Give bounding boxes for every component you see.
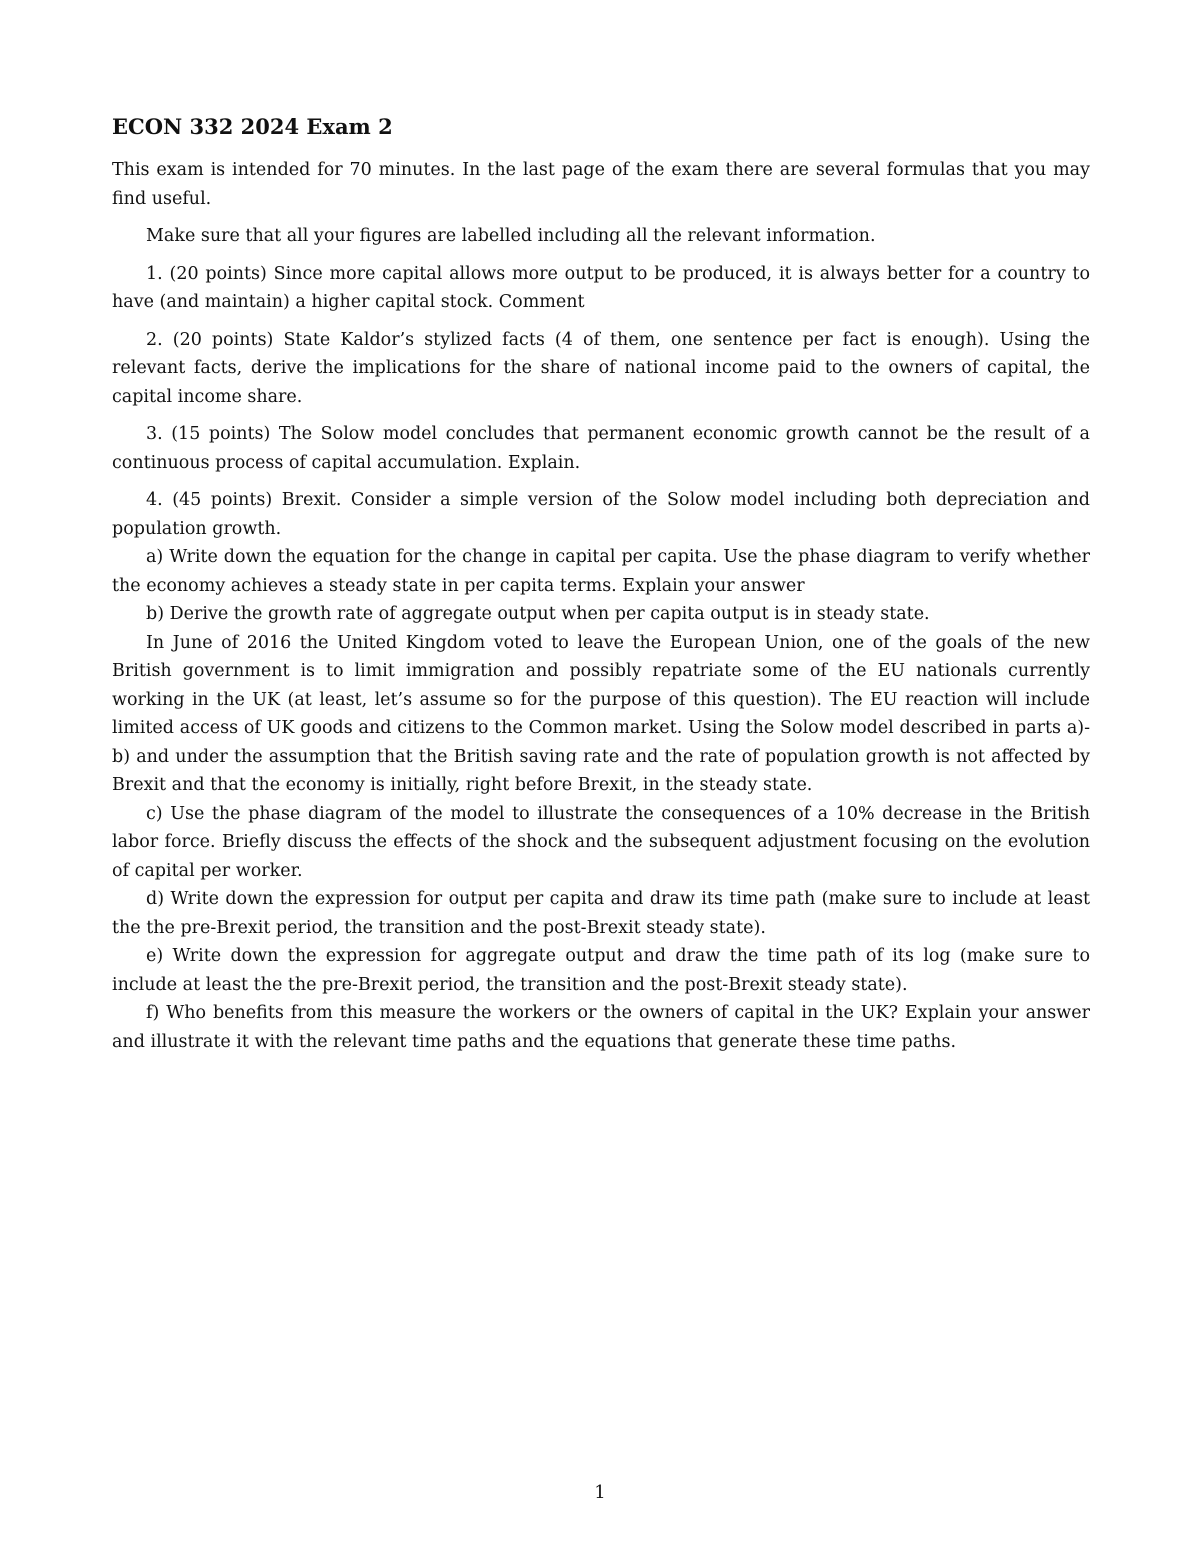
question-3: 3. (15 points) The Solow model concludes that permanent economic growth cannot be the result of a continuous process of capital accumulation. Explain. [112,424,1090,473]
exam-intro: This exam is intended for 70 minutes. In the last page of the exam there are several formulas that you may find useful. [112,160,1090,209]
question-4d: d) Write down the expression for output per capita and draw its time path (make sure to include at least the the pre-Brexit period, the transition and the post-Brexit steady state). [112,889,1090,938]
question-4: 4. (45 points) Brexit. Consider a simple version of the Solow model including both depreciation and population growth. [112,490,1090,539]
page-number: 1 [594,1482,606,1503]
question-1: 1. (20 points) Since more capital allows more output to be produced, it is always better for a country to have (and maintain) a higher capital stock. Comment [112,263,1090,312]
question-2: 2. (20 points) State Kaldor’s stylized facts (4 of them, one sentence per fact is enough). Using the relevant facts, derive the implications for the share of national income paid to the owners of capital, the capital income share. [112,329,1090,407]
exam-instructions: Make sure that all your figures are labelled including all the relevant information. [146,226,876,246]
question-4b: b) Derive the growth rate of aggregate output when per capita output is in steady state. [146,604,930,624]
question-4e: e) Write down the expression for aggregate output and draw the time path of its log (make sure to include at least the the pre-Brexit period, the transition and the post-Brexit steady state). [112,946,1090,995]
question-4f: f) Who benefits from this measure the workers or the owners of capital in the UK? Explain your answer and illustrate it with the relevant time paths and the equations that generate these time paths. [112,1003,1090,1052]
question-4c: c) Use the phase diagram of the model to illustrate the consequences of a 10% decrease in the British labor force. Briefly discuss the effects of the shock and the subsequent adjustment focusing on the evolution of capital per worker. [112,803,1090,881]
exam-title: ECON 332 2024 Exam 2 [112,114,393,139]
exam-content [112,112,1090,1056]
question-4-context: In June of 2016 the United Kingdom voted to leave the European Union, one of the goals of the new British government is to limit immigration and possibly repatriate some of the EU nationals currently working in the UK (at least, let’s assume so for the purpose of this question). The EU reaction will include limited access of UK goods and citizens to the Common market. Using the Solow model described in parts a)-b) and under the assumption that the British saving rate and the rate of population growth is not affected by Brexit and that the economy is initially, right before Brexit, in the steady state. [112,632,1090,795]
question-4a: a) Write down the equation for the change in capital per capita. Use the phase diagram to verify whether the economy achieves a steady state in per capita terms. Explain your answer [112,547,1090,596]
